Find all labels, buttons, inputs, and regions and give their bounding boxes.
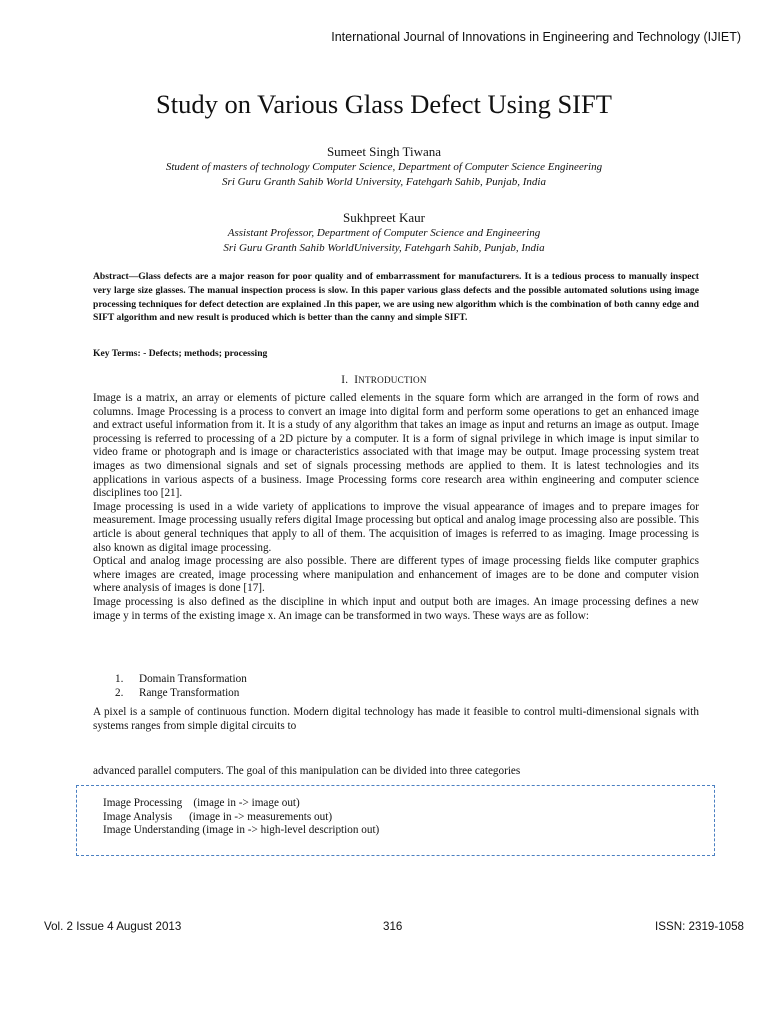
introduction-body: [93, 392, 699, 623]
list-item: [115, 672, 247, 686]
affiliation-line: Sri Guru Granth Sahib World University, Fatehgarh Sahib, Punjab, India: [222, 176, 546, 188]
footer-issn: ISSN: 2319-1058: [655, 920, 744, 933]
list-number: 1.: [115, 673, 124, 685]
continuation-paragraph: advanced parallel computers. The goal of this manipulation can be divided into three categories: [93, 765, 521, 777]
journal-name: International Journal of Innovations in Engineering and Technology (IJIET): [331, 30, 741, 44]
affiliation-line: Sri Guru Granth Sahib WorldUniversity, Fatehgarh Sahib, Punjab, India: [223, 242, 545, 254]
author-affiliation-1: [0, 160, 768, 190]
category-line: Image Processing (image in -> image out): [103, 797, 300, 809]
section-number: I.: [341, 374, 349, 386]
category-line: Image Analysis (image in -> measurements out): [103, 810, 333, 823]
affiliation-line: Student of masters of technology Computer Science, Department of Computer Science Engineering: [165, 161, 603, 173]
affiliation-line: Assistant Professor, Department of Computer Science and Engineering: [227, 227, 541, 239]
paragraph: Image is a matrix, an array or elements of picture called elements in the square form which are arranged in the form of rows and columns. Image Processing is a process to convert an image into digital form and perform some operations to get an enhanced image and extract useful information from it. It is a study of any algorithm that takes an image as input and returns an image as output. Image processing is referred to processing of a 2D picture by a computer. It is a form of signal privilege in which image is input similar to video frame or photograph and is image or characteristics associated with that image may be output. Image processing system treat images as two dimensional signals and set of signals processing methods are applied to them. It is latest technologies and its applications in various aspects of a business. Image Processing forms core research area within engineering and computer science disciplines too [21].: [93, 392, 699, 500]
author-affiliation-2: [0, 226, 768, 256]
paper-title: Study on Various Glass Defect Using SIFT: [156, 89, 612, 119]
key-terms: Key Terms: - Defects; methods; processing: [93, 348, 268, 359]
list-text: Domain Transformation: [139, 673, 247, 685]
section-title-rest: NTRODUCTION: [358, 375, 427, 385]
footer-volume: Vol. 2 Issue 4 August 2013: [44, 920, 182, 933]
categories-list: [103, 797, 379, 838]
abstract: Abstract—Glass defects are a major reason for poor quality and of embarrassment for manufacturers. It is a tedious process to manually inspect very large size glasses. The manual inspection process is slow. In this paper various glass defects and the possible automated solutions using image processing techniques for defect detection are explained .In this paper, we are using new algorithm which is the combination of both canny edge and SIFT algorithm and new result is produced which is better than the canny and simple SIFT.: [93, 271, 699, 324]
category-line: Image Understanding (image in -> high-level description out): [103, 824, 380, 837]
transformation-list: [115, 672, 247, 700]
paragraph: Image processing is also defined as the discipline in which input and output both are images. An image processing defines a new image y in terms of the existing image x. An image can be transformed in two ways. These ways are as follow:: [93, 595, 699, 622]
section-heading: [0, 374, 768, 386]
pixel-paragraph: A pixel is a sample of continuous function. Modern digital technology has made it feasible to control multi-dimensional signals with systems ranges from simple digital circuits to: [93, 706, 699, 732]
list-item: [115, 686, 247, 700]
paragraph: Optical and analog image processing are also possible. There are different types of image processing fields like computer graphics where images are created, image processing where manipulation and enhancement of images are to be done and computer vision where analysis of images is done [17].: [93, 555, 699, 595]
list-text: Range Transformation: [139, 687, 240, 699]
author-name-2: Sukhpreet Kaur: [343, 210, 425, 225]
section-title-initial: I: [354, 374, 359, 386]
paragraph: Image processing is used in a wide variety of applications to improve the visual appearance of images and to prepare images for measurement. Image processing usually refers digital Image processing but optical and analog image processing also are possible. This article is about general techniques that apply to all of them. The acquisition of images is referred to as imaging. Image processing is also known as digital image processing.: [93, 500, 699, 554]
list-number: 2.: [115, 687, 124, 699]
page-number: 316: [383, 920, 403, 933]
author-name-1: Sumeet Singh Tiwana: [326, 144, 442, 159]
